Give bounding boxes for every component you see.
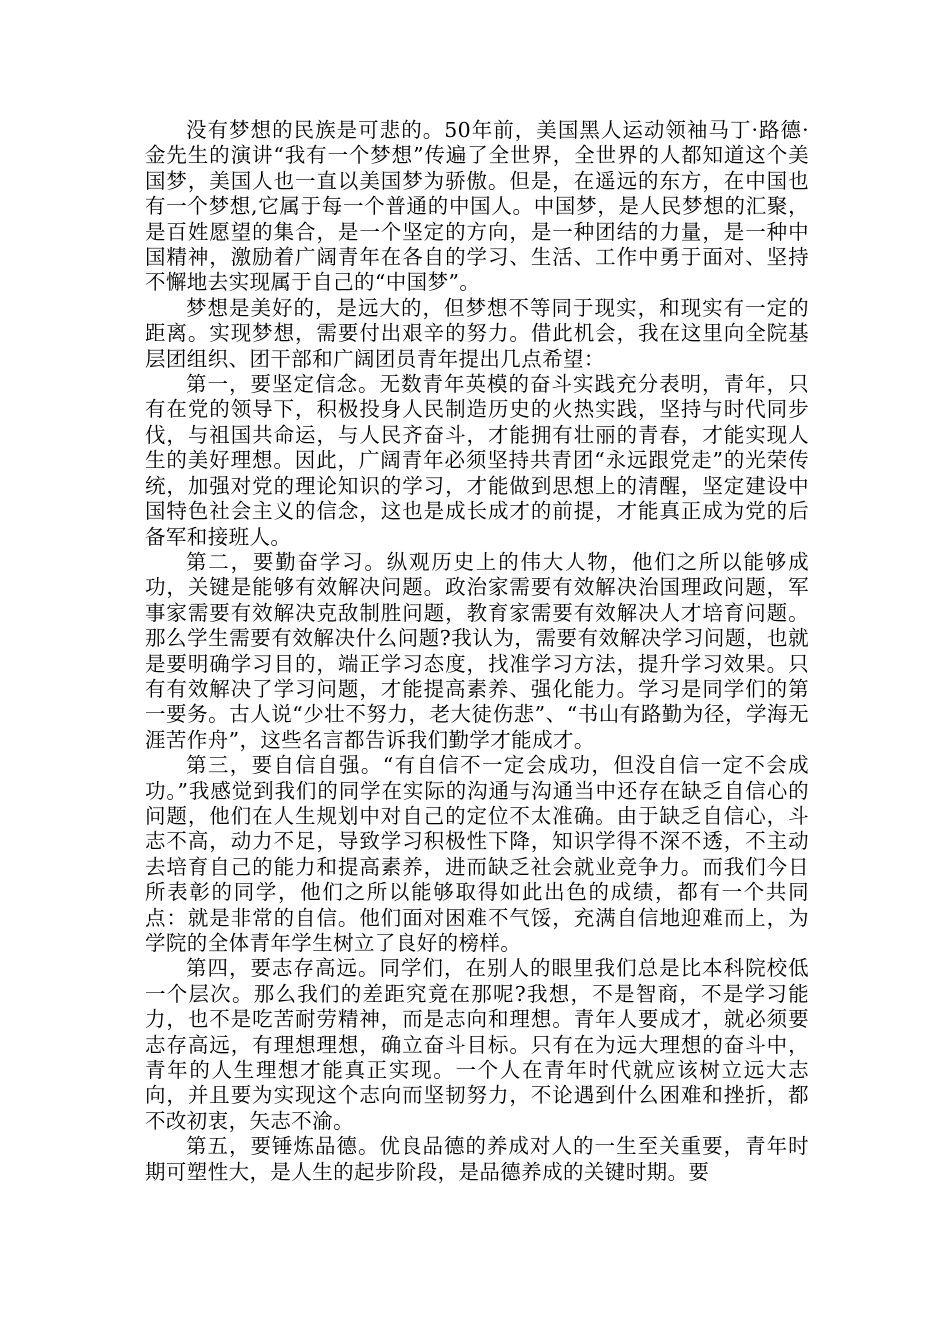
paragraph-second-study: 第二，要勤奋学习。纵观历史上的伟大人物，他们之所以能够成功，关键是能够有效解决问题。政治家需要有效解决治国理政问题，军事家需要有效解决克敌制胜问题，教育家需要有效解决人才培育问题。那么学生需要有效解决什么问题?我认为，需要有效解决学习问题，也就是要明确学习目的，端正学习态度，找准学习方法，提升学习效果。只有有效解决了学习问题，才能提高素养、强化能力。学习是同学们的第一要务。古人说“少壮不努力，老大徒伤悲”、“书山有路勤为径，学海无涯苦作舟”，这些名言都告诉我们勤学才能成才。 <box>145 549 809 752</box>
paragraph-first-belief: 第一，要坚定信念。无数青年英模的奋斗实践充分表明，青年，只有在党的领导下，积极投身人民制造历史的火热实践，坚持与时代同步伐，与祖国共命运，与人民齐奋斗，才能拥有壮丽的青春，才能实现人生的美好理想。因此，广阔青年必须坚持共青团“永远跟党走”的光荣传统，加强对党的理论知识的学习，才能做到思想上的清醒，坚定建设中国特色社会主义的信念，这也是成长成才的前提，才能真正成为党的后备军和接班人。 <box>145 372 809 549</box>
document-page <box>145 118 809 1185</box>
paragraph-intro: 没有梦想的民族是可悲的。50年前，美国黑人运动领袖马丁·路德·金先生的演讲“我有一个梦想”传遍了全世界，全世界的人都知道这个美国梦，美国人也一直以美国梦为骄傲。但是，在遥远的东方，在中国也有一个梦想,它属于每一个普通的中国人。中国梦，是人民梦想的汇聚，是百姓愿望的集合，是一个坚定的方向，是一种团结的力量，是一种中国精神，激励着广阔青年在各自的学习、生活、工作中勇于面对、坚持不懈地去实现属于自己的“中国梦”。 <box>145 118 809 295</box>
paragraph-hopes-intro: 梦想是美好的，是远大的，但梦想不等同于现实，和现实有一定的距离。实现梦想，需要付出艰辛的努力。借此机会，我在这里向全院基层团组织、团干部和广阔团员青年提出几点希望： <box>145 295 809 371</box>
paragraph-fifth-character: 第五，要锤炼品德。优良品德的养成对人的一生至关重要，青年时期可塑性大，是人生的起步阶段，是品德养成的关键时期。要 <box>145 1134 809 1184</box>
paragraph-third-confidence: 第三，要自信自强。“有自信不一定会成功，但没自信一定不会成功。”我感觉到我们的同学在实际的沟通与沟通当中还存在缺乏自信心的问题，他们在人生规划中对自己的定位不太准确。由于缺乏自信心，斗志不高，动力不足，导致学习积极性下降，知识学得不深不透，不主动去培育自己的能力和提高素养，进而缺乏社会就业竞争力。而我们今日所表彰的同学，他们之所以能够取得如此出色的成绩，都有一个共同点：就是非常的自信。他们面对困难不气馁，充满自信地迎难而上，为学院的全体青年学生树立了良好的榜样。 <box>145 753 809 955</box>
paragraph-fourth-ambition: 第四，要志存高远。同学们，在别人的眼里我们总是比本科院校低一个层次。那么我们的差距究竟在那呢?我想，不是智商，不是学习能力，也不是吃苦耐劳精神，而是志向和理想。青年人要成才，就必须要志存高远，有理想理想，确立奋斗目标。只有在为远大理想的奋斗中，青年的人生理想才能真正实现。一个人在青年时代就应该树立远大志向，并且要为实现这个志向而坚韧努力，不论遇到什么困难和挫折，都不改初衷，矢志不渝。 <box>145 956 809 1133</box>
